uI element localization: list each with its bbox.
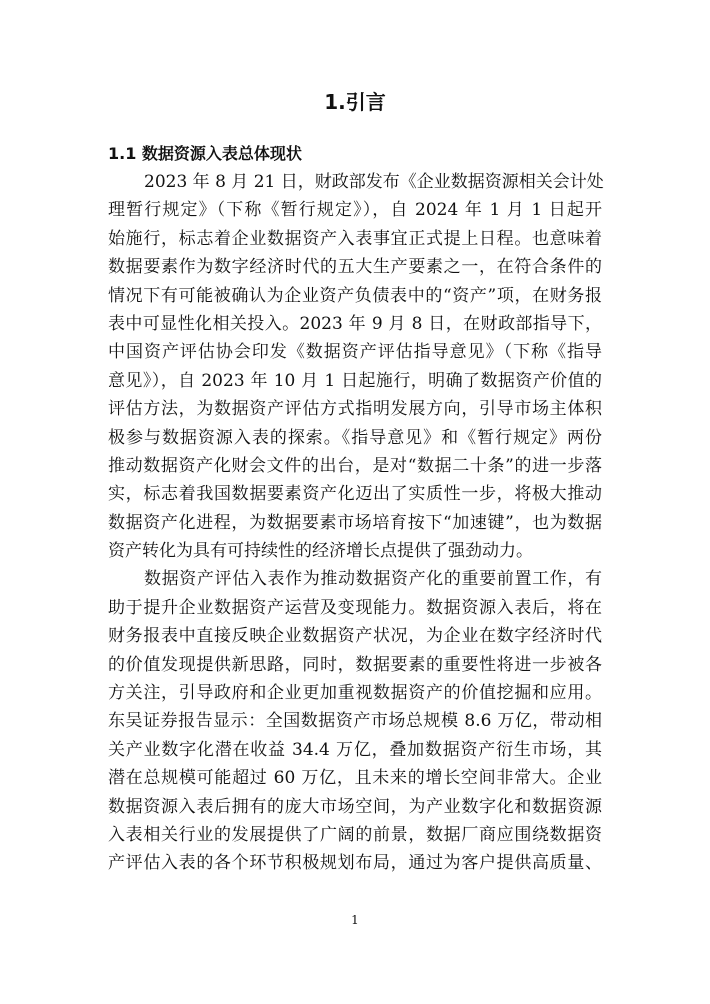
paragraph-line: 中国资产评估协会印发《数据资产评估指导意见》（下称《指导 — [108, 342, 602, 363]
paragraph-line: 入表相关行业的发展提供了广阔的前景，数据厂商应围绕数据资 — [108, 824, 602, 845]
paragraph-line: 的价值发现提供新思路，同时，数据要素的重要性将进一步被各 — [108, 654, 602, 675]
paragraph-line: 始施行，标志着企业数据资产入表事宜正式提上日程。也意味着 — [108, 228, 602, 249]
paragraph-line: 理暂行规定》（下称《暂行规定》），自 2024 年 1 月 1 日起开 — [108, 200, 602, 221]
paragraph-line: 方关注，引导政府和企业更加重视数据资产的价值挖掘和应用。 — [108, 683, 602, 704]
paragraph-line: 表中可显性化相关投入。2023 年 9 月 8 日，在财政部指导下， — [108, 313, 602, 334]
paragraph-2 — [108, 565, 602, 877]
paragraph-line: 助于提升企业数据资产运营及变现能力。数据资源入表后，将在 — [108, 597, 602, 618]
paragraph-line: 产评估入表的各个环节积极规划布局，通过为客户提供高质量、 — [108, 853, 602, 874]
body-text — [108, 168, 602, 878]
paragraph-line: 评估方法，为数据资产评估方式指明发展方向，引导市场主体积 — [108, 399, 602, 420]
paragraph-line: 意见》），自 2023 年 10 月 1 日起施行，明确了数据资产价值的 — [108, 370, 602, 391]
paragraph-line: 数据要素作为数字经济时代的五大生产要素之一，在符合条件的 — [108, 257, 602, 278]
paragraph-line: 推动数据资产化财会文件的出台，是对“数据二十条”的进一步落 — [108, 455, 602, 476]
page-number: 1 — [351, 913, 359, 927]
section-title: 1.1 数据资源入表总体现状 — [108, 144, 302, 163]
paragraph-line: 2023 年 8 月 21 日，财政部发布《企业数据资源相关会计处 — [144, 172, 604, 192]
paragraph-line: 资产转化为具有可持续性的经济增长点提供了强劲动力。 — [108, 541, 533, 562]
paragraph-line: 极参与数据资源入表的探索。《指导意见》和《暂行规定》两份 — [108, 427, 602, 448]
paragraph-line: 关产业数字化潜在收益 34.4 万亿，叠加数据资产衍生市场，其 — [108, 739, 602, 760]
chapter-title: 1.引言 — [324, 90, 386, 114]
paragraph-1 — [108, 168, 602, 565]
paragraph-line: 东吴证券报告显示：全国数据资产市场总规模 8.6 万亿，带动相 — [108, 711, 602, 732]
paragraph-line: 数据资源入表后拥有的庞大市场空间，为产业数字化和数据资源 — [108, 796, 602, 817]
paragraph-line: 数据资产化进程，为数据要素市场培育按下“加速键”，也为数据 — [108, 512, 602, 533]
paragraph-line: 潜在总规模可能超过 60 万亿，且未来的增长空间非常大。企业 — [108, 768, 602, 789]
paragraph-line: 财务报表中直接反映企业数据资产状况，为企业在数字经济时代 — [108, 626, 602, 647]
paragraph-line: 实，标志着我国数据要素资产化迈出了实质性一步，将极大推动 — [108, 484, 602, 505]
paragraph-line: 情况下有可能被确认为企业资产负债表中的“资产”项，在财务报 — [108, 285, 602, 306]
paragraph-line: 数据资产评估入表作为推动数据资产化的重要前置工作，有 — [144, 569, 602, 590]
